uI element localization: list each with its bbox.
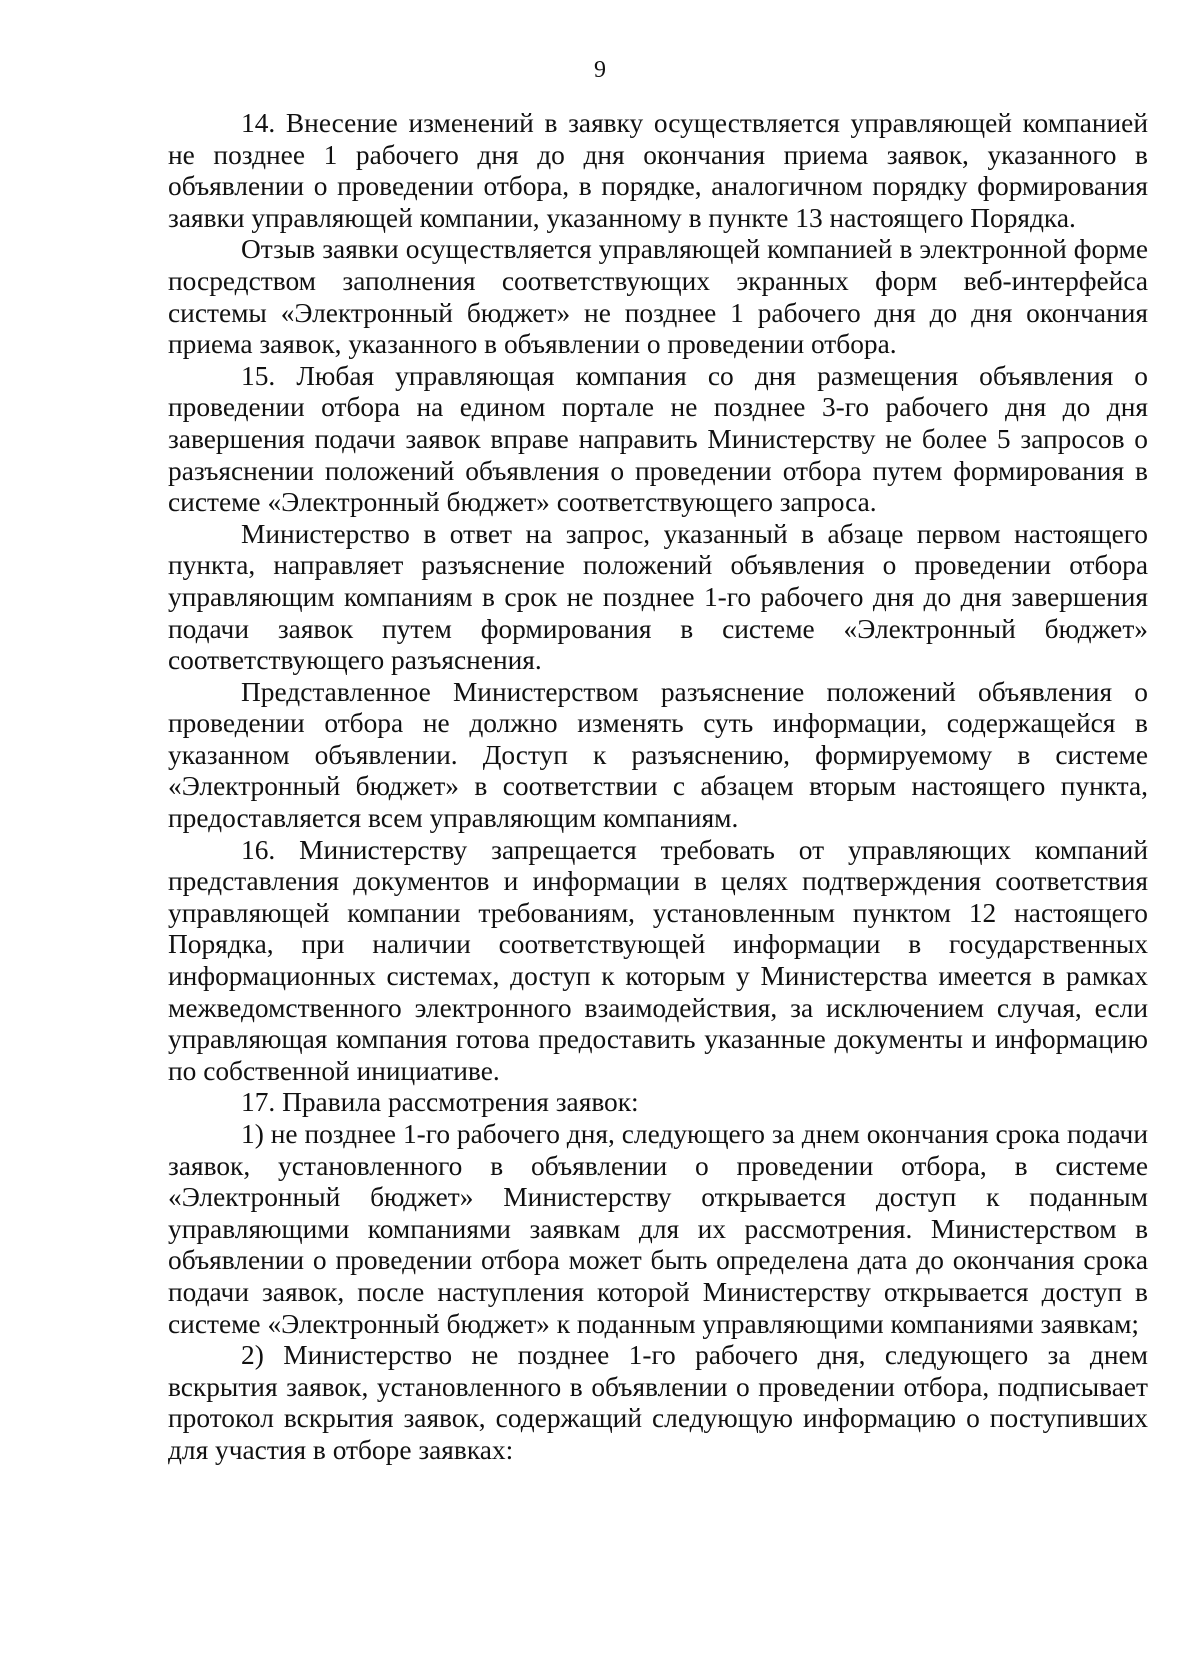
page-number: 9 bbox=[594, 57, 606, 83]
document-body bbox=[168, 108, 1148, 1467]
paragraph-17-item-2: 2) Министерство не позднее 1-го рабочего дня, следующего за днем вскрытия заявок, установленного в объявлении о проведении отбора, подписывает протокол вскрытия заявок, содержащий следующую информацию о поступивших для участия в отборе заявках: bbox=[168, 1340, 1148, 1465]
paragraph-15: 15. Любая управляющая компания со дня размещения объявления о проведении отбора на едином портале не позднее 3-го рабочего дня до дня завершения подачи заявок вправе направить Министерству не более 5 запросов о разъяснении положений объявления о проведении отбора путем формирования в системе «Электронный бюджет» соответствующего запроса. bbox=[168, 360, 1148, 518]
paragraph-17: 17. Правила рассмотрения заявок: bbox=[241, 1087, 639, 1118]
paragraph-17-item-1: 1) не позднее 1-го рабочего дня, следующего за днем окончания срока подачи заявок, установленного в объявлении о проведении отбора, в системе «Электронный бюджет» Министерству открывается доступ к поданным управляющими компаниями заявкам для их рассмотрения. Министерством в объявлении о проведении отбора может быть определена дата до окончания срока подачи заявок, после наступления которой Министерству открывается доступ в системе «Электронный бюджет» к поданным управляющими компаниями заявкам; bbox=[168, 1119, 1148, 1339]
paragraph-16: 16. Министерству запрещается требовать от управляющих компаний представления документов и информации в целях подтверждения соответствия управляющей компании требованиям, установленным пунктом 12 настоящего Порядка, при наличии соответствующей информации в государственных информационных системах, доступ к которым у Министерства имеется в рамках межведомственного электронного взаимодействия, за исключением случая, если управляющая компания готова предоставить указанные документы и информацию по собственной инициативе. bbox=[168, 834, 1148, 1086]
paragraph-ministry-response: Министерство в ответ на запрос, указанный в абзаце первом настоящего пункта, направляет разъяснение положений объявления о проведении отбора управляющим компаниям в срок не позднее 1-го рабочего дня до дня завершения подачи заявок путем формирования в системе «Электронный бюджет» соответствующего разъяснения. bbox=[168, 518, 1148, 676]
paragraph-withdrawal: Отзыв заявки осуществляется управляющей компанией в электронной форме посредством заполнения соответствующих экранных форм веб-интерфейса системы «Электронный бюджет» не позднее 1 рабочего дня до дня окончания приема заявок, указанного в объявлении о проведении отбора. bbox=[168, 234, 1148, 360]
paragraph-14: 14. Внесение изменений в заявку осуществляется управляющей компанией не позднее 1 рабочего дня до дня окончания приема заявок, указанного в объявлении о проведении отбора, в порядке, аналогичном порядку формирования заявки управляющей компании, указанному в пункте 13 настоящего Порядка. bbox=[168, 108, 1148, 233]
paragraph-clarification: Представленное Министерством разъяснение положений объявления о проведении отбора не должно изменять суть информации, содержащейся в указанном объявлении. Доступ к разъяснению, формируемому в системе «Электронный бюджет» в соответствии с абзацем вторым настоящего пункта, предоставляется всем управляющим компаниям. bbox=[168, 676, 1148, 834]
